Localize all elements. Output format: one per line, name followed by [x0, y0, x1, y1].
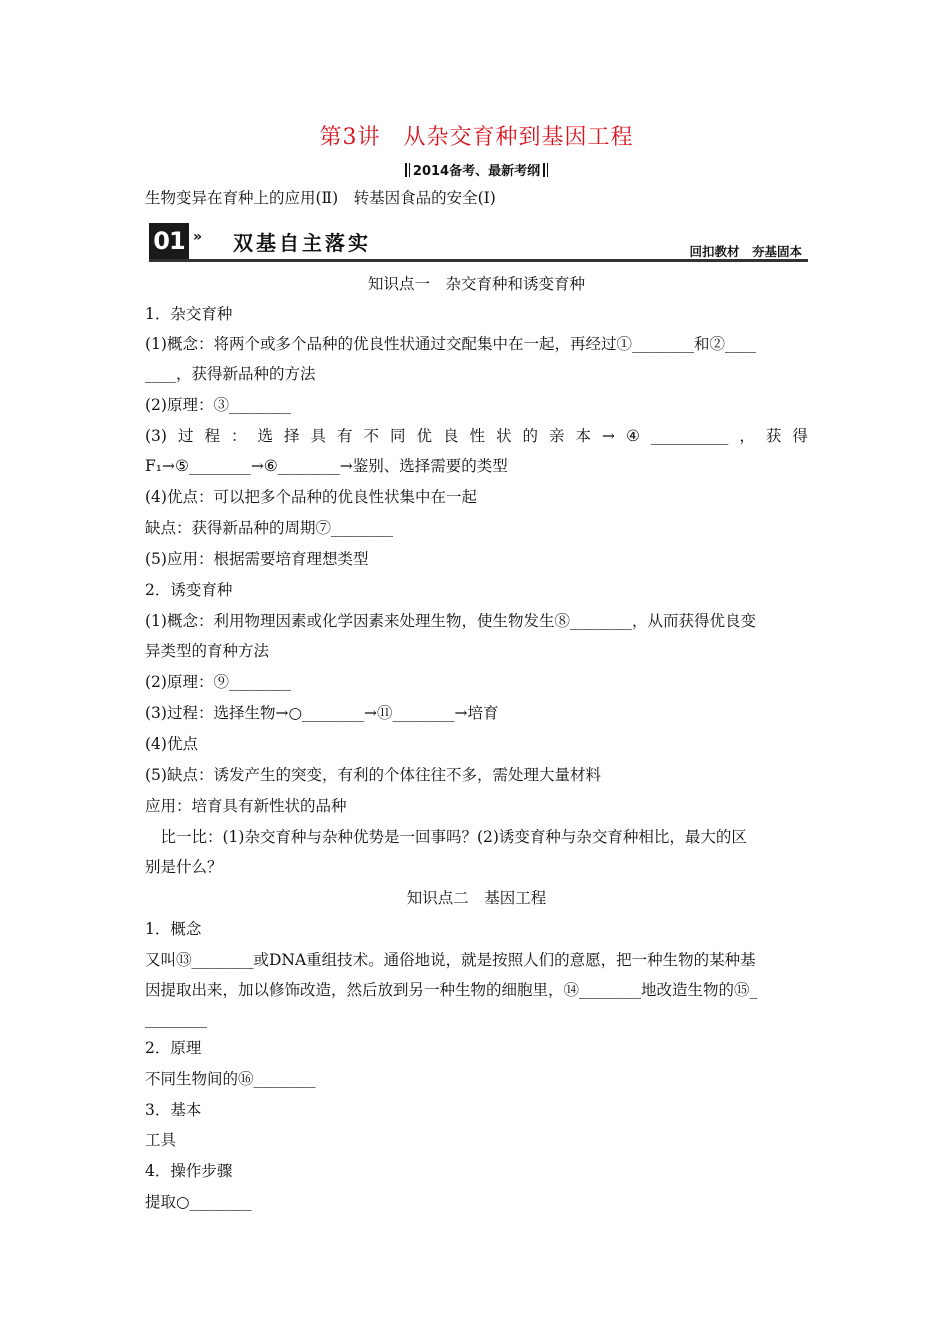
- process-char: 过: [177, 427, 194, 445]
- kp1-process-line1: [145, 426, 808, 446]
- kp1-concept-line2: ____，获得新品种的方法: [145, 365, 316, 383]
- section-tagline: 回扣教材 夯基固本: [689, 244, 802, 259]
- process-char: 得: [792, 427, 808, 445]
- compare-question-line1: 比一比：(1)杂交育种与杂种优势是一回事吗？(2)诱变育种与杂交育种相比，最大的区: [145, 828, 747, 846]
- kp1-mutation-principle: (2)原理：⑨________: [145, 673, 291, 691]
- kp1-heading: 知识点一 杂交育种和诱变育种: [367, 275, 585, 293]
- kp2-item1-heading: 1．概念: [145, 920, 202, 938]
- process-char: ④: [625, 427, 640, 445]
- compare-question-line2: 别是什么？: [145, 858, 223, 876]
- process-char: 本: [575, 427, 591, 445]
- process-char: __________: [650, 427, 729, 445]
- process-char: 择: [283, 427, 300, 445]
- kp1-advantage: (4)优点：可以把多个品种的优良性状集中在一起: [145, 488, 477, 506]
- process-char: 同: [389, 427, 406, 445]
- process-char: 不: [363, 427, 379, 445]
- process-char: 程: [204, 427, 220, 445]
- section-number-badge: 01: [149, 223, 189, 259]
- right-bar-decoration: [543, 163, 548, 177]
- kp2-principle: 不同生物间的⑯________: [145, 1070, 316, 1088]
- kp1-mutation-advantage: (4)优点: [145, 735, 198, 753]
- process-char: ，: [739, 427, 755, 445]
- kp1-item1-heading: 1．杂交育种: [145, 305, 233, 323]
- kp1-principle: (2)原理：③________: [145, 396, 291, 414]
- process-char: 选: [257, 427, 273, 445]
- process-char: 获: [765, 427, 782, 445]
- process-char: 亲: [548, 427, 565, 445]
- kp2-concept-line3: ________: [145, 1010, 207, 1028]
- kp1-item2-heading: 2．诱变育种: [145, 581, 233, 599]
- left-bar-decoration: [405, 163, 410, 177]
- kp1-concept-line1: (1)概念：将两个或多个品种的优良性状通过交配集中在一起，再经过①________和②____: [145, 335, 756, 353]
- process-char: 良: [442, 427, 459, 445]
- process-char: 的: [522, 427, 538, 445]
- kp2-item3-heading: 3．基本: [145, 1101, 202, 1119]
- process-char: (3): [145, 427, 167, 445]
- syllabus-banner-text: 2014备考、最新考纲: [412, 164, 541, 179]
- process-char: ：: [230, 427, 247, 445]
- syllabus-banner: [145, 160, 808, 179]
- kp1-mutation-application: 应用：培育具有新性状的品种: [145, 797, 347, 815]
- section-header: [149, 223, 808, 263]
- process-char: →: [601, 427, 615, 445]
- kp2-item2-heading: 2．原理: [145, 1039, 202, 1057]
- kp1-mutation-concept-line1: (1)概念：利用物理因素或化学因素来处理生物，使生物发生⑧________，从而获得优良变: [145, 612, 756, 630]
- process-char: 有: [336, 427, 353, 445]
- chevron-icon: »: [193, 229, 203, 245]
- section-divider: [149, 259, 808, 262]
- kp1-application: (5)应用：根据需要培育理想类型: [145, 550, 369, 568]
- process-char: 优: [416, 427, 432, 445]
- kp2-step1: 提取○________: [145, 1193, 252, 1211]
- kp1-mutation-process: (3)过程：选择生物→○________→⑪________→培育: [145, 704, 499, 722]
- kp2-concept-line1: 又叫⑬________或DNA重组技术。通俗地说，就是按照人们的意愿，把一种生物的某种基: [145, 951, 756, 969]
- process-char: 性: [469, 427, 485, 445]
- kp2-tools: 工具: [145, 1131, 177, 1149]
- kp2-concept-line2: 因提取出来，加以修饰改造，然后放到另一种生物的细胞里，⑭________地改造生物的⑮_: [145, 981, 758, 999]
- section-title: 双基自主落实: [233, 231, 371, 255]
- page-title: 第3讲 从杂交育种到基因工程: [319, 125, 634, 150]
- process-char: 具: [310, 427, 326, 445]
- syllabus-line: 生物变异在育种上的应用(Ⅱ) 转基因食品的安全(Ⅰ): [145, 189, 496, 207]
- kp1-process-line2: F₁→⑤________→⑥________→鉴别、选择需要的类型: [145, 457, 508, 475]
- kp1-mutation-disadvantage: (5)缺点：诱发产生的突变，有利的个体往往不多，需处理大量材料: [145, 766, 601, 784]
- kp2-heading: 知识点二 基因工程: [406, 889, 547, 907]
- process-char: 状: [495, 427, 512, 445]
- kp1-mutation-concept-line2: 异类型的育种方法: [145, 642, 270, 660]
- kp1-disadvantage: 缺点：获得新品种的周期⑦________: [145, 519, 394, 537]
- kp2-item4-heading: 4．操作步骤: [145, 1162, 233, 1180]
